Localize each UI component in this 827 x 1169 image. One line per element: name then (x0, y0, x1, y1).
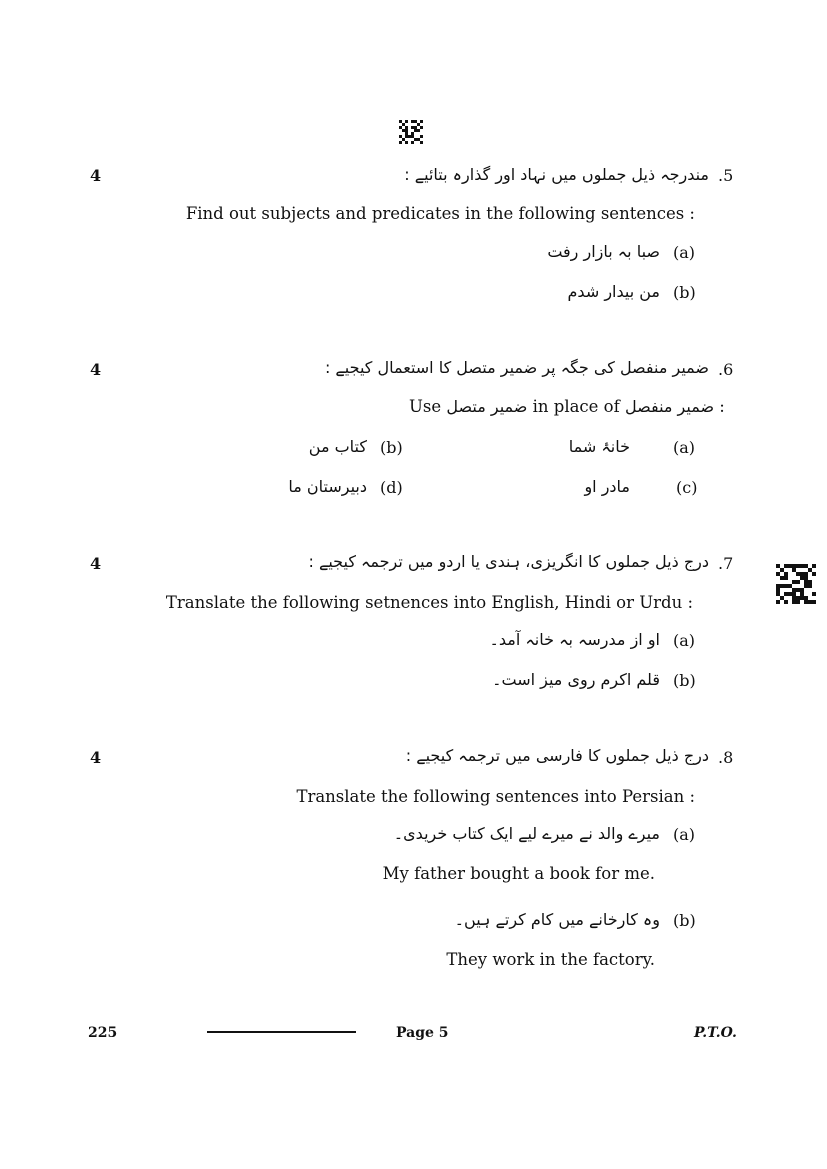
q6-option-c-label: (c) (676, 478, 698, 497)
q6-option-b-label: (b) (380, 438, 403, 457)
q6-english-urdu-term1: ضمیر متصل (446, 397, 528, 416)
q8-option-b-label: (b) (673, 911, 696, 930)
q5-option-a-text: صبا بہ بازار رفت (547, 242, 660, 261)
q8-option-b-translation: They work in the factory. (446, 950, 655, 969)
q5-english-instruction: Find out subjects and predicates in the following sentences : (185, 204, 695, 223)
paper-code: 225 (88, 1025, 118, 1041)
page-number: Page 5 (396, 1025, 449, 1041)
q6-english-mid: in place of (532, 397, 620, 416)
q8-option-a-label: (a) (673, 825, 696, 844)
q7-english-instruction: Translate the following setnences into English, Hindi or Urdu : (165, 593, 693, 612)
q5-urdu-instruction: مندرجہ ذیل جملوں میں نہاد اور گذارہ بتائیے : (404, 165, 709, 184)
q6-english-instruction (409, 397, 725, 416)
q5-option-b-text: من بیدار شدم (567, 282, 660, 301)
q7-option-b-label: (b) (673, 671, 696, 690)
pto-label: P.T.O. (694, 1025, 737, 1041)
q8-option-b-text: وہ کارخانے میں کام کرتے ہیں۔ (454, 910, 660, 929)
q8-marks: 4 (90, 748, 102, 767)
q7-option-b-text: قلم اکرم روی میز است۔ (492, 670, 660, 689)
q7-urdu-instruction: درج ذیل جملوں کا انگریزی، ہندی یا اردو میں ترجمہ کیجیے : (308, 552, 709, 571)
q6-english-suffix: : (719, 397, 725, 416)
q5-option-a-label: (a) (673, 243, 696, 262)
q5-option-b-label: (b) (673, 283, 696, 302)
q8-number: .8 (718, 748, 734, 767)
q7-option-a-text: او از مدرسہ بہ خانہ آمد۔ (489, 630, 660, 649)
q6-number: .6 (718, 360, 734, 379)
q6-english-urdu-term2: ضمیر منفصل (624, 397, 715, 416)
qr-code-top-icon (399, 120, 423, 144)
q6-english-prefix: Use (409, 397, 442, 416)
q6-option-b-text: کتاب من (308, 437, 367, 456)
q6-option-d-text: دبیرستان ما (288, 477, 367, 496)
q8-option-a-text: میرے والد نے میرے لیے ایک کتاب خریدی۔ (393, 824, 660, 843)
q5-marks: 4 (90, 166, 102, 185)
q7-number: .7 (718, 554, 734, 573)
q6-option-d-label: (d) (380, 478, 403, 497)
q6-urdu-instruction: ضمیر منفصل کی جگہ پر ضمیر متصل کا استعمال کیجیے : (324, 358, 709, 377)
qr-code-side-icon (776, 564, 816, 604)
q8-option-a-translation: My father bought a book for me. (382, 864, 655, 883)
q6-option-a-text: خانۂ شما (568, 437, 630, 456)
footer-divider (207, 1031, 356, 1033)
q6-option-a-label: (a) (673, 438, 696, 457)
q8-urdu-instruction: درج ذیل جملوں کا فارسی میں ترجمہ کیجیے : (405, 746, 709, 765)
q7-option-a-label: (a) (673, 631, 696, 650)
q8-english-instruction: Translate the following sentences into Persian : (296, 787, 695, 806)
q7-marks: 4 (90, 554, 102, 573)
q5-number: .5 (718, 166, 734, 185)
q6-option-c-text: مادر او (584, 477, 630, 496)
q6-marks: 4 (90, 360, 102, 379)
